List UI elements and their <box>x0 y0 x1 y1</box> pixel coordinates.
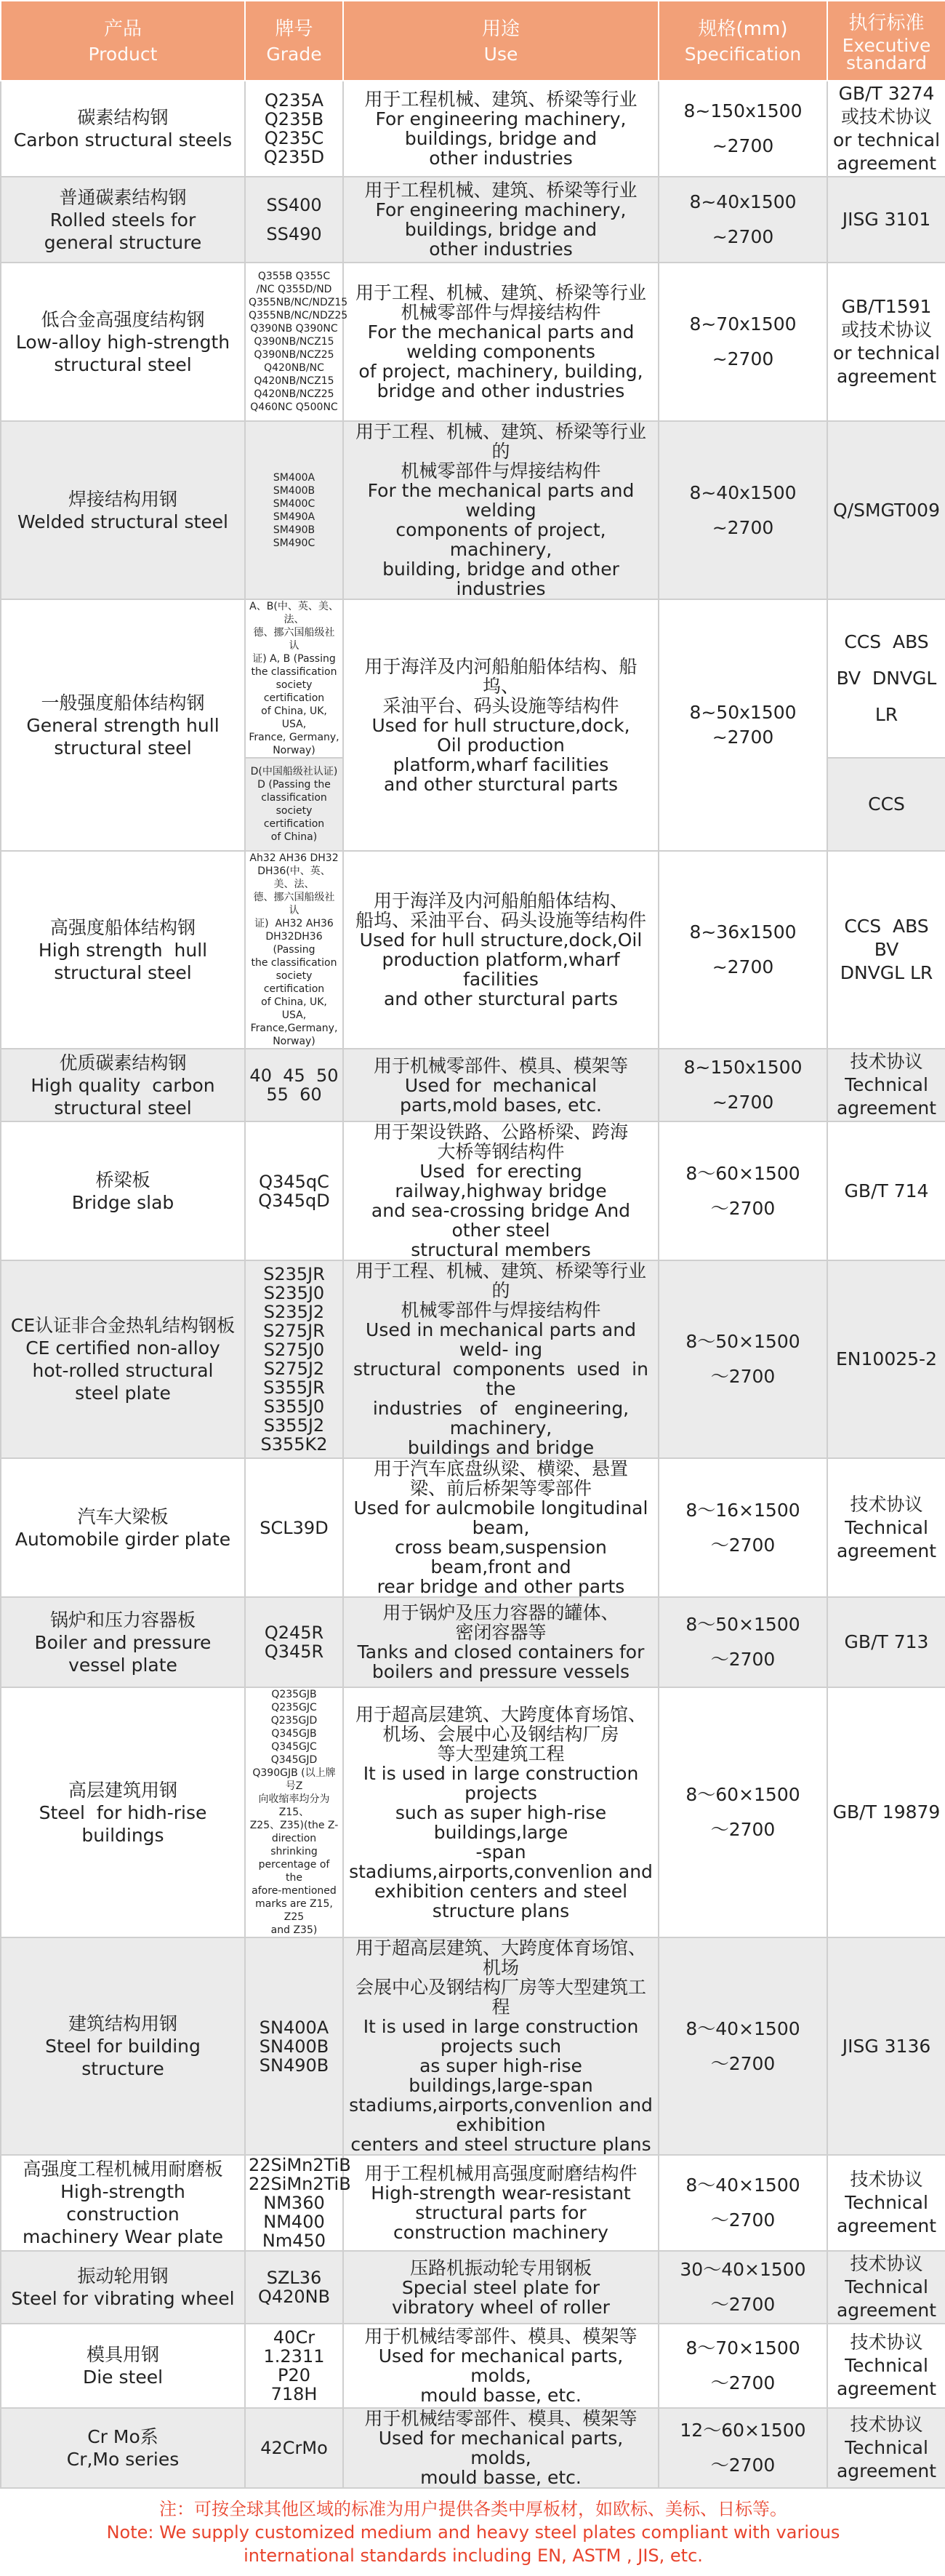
table-header-row <box>1 1 945 81</box>
header-standard: 执行标准 Executive standard <box>827 1 945 81</box>
specification-value: 8～40×1500 ～2700 <box>659 1937 827 2155</box>
table-row <box>1 263 945 421</box>
grade-value: 40 45 50 55 60 <box>245 1049 343 1121</box>
standard-value: GB/T1591 或技术协议 or technical agreement <box>827 263 945 421</box>
use-description: 用于机械结零部件、模具、模架等 Used for mechanical parts, molds, mould basse, etc. <box>343 2408 659 2488</box>
standard-value: 技术协议 Technical agreement <box>827 1049 945 1121</box>
specification-value: 8~36x1500 ~2700 <box>659 851 827 1049</box>
standard-value: CCS ABS BV DNVGL LR <box>827 599 945 758</box>
product-name: 高层建筑用钢 Steel for hidh-rise buildings <box>1 1687 245 1937</box>
use-description: 用于工程、机械、建筑、桥梁等行业 机械零部件与焊接结构件 For the mechanical parts and welding components of project, machinery, building, bridge and other industries <box>343 263 659 421</box>
product-name: 桥梁板 Bridge slab <box>1 1121 245 1260</box>
grade-value: SM400A SM400B SM400C SM490A SM490B SM490C <box>245 421 343 599</box>
grade-value: Q245R Q345R <box>245 1597 343 1687</box>
table-row <box>1 1937 945 2155</box>
use-description: 压路机振动轮专用钢板 Special steel plate for vibratory wheel of roller <box>343 2251 659 2324</box>
grade-value: SS400 SS490 <box>245 177 343 263</box>
specification-value: 8~50x1500 ~2700 <box>659 599 827 851</box>
table-row <box>1 1121 945 1260</box>
grade-value: A、B(中、英、美、法、 德、挪六国船级社认 证) A, B (Passing the classification society certification of China, UK, USA, France, Germany, Norway) <box>245 599 343 758</box>
standard-value: CCS ABS BV DNVGL LR <box>827 851 945 1049</box>
product-name: 普通碳素结构钢 Rolled steels for general structure <box>1 177 245 263</box>
standard-value: GB/T 713 <box>827 1597 945 1687</box>
use-description: 用于锅炉及压力容器的罐体、 密闭容器等 Tanks and closed containers for boilers and pressure vessels <box>343 1597 659 1687</box>
grade-value: SCL39D <box>245 1458 343 1597</box>
product-name: 一般强度船体结构钢 General strength hull structural steel <box>1 599 245 851</box>
use-description: 用于架设铁路、公路桥梁、跨海 大桥等钢结构件 Used for erecting railway,highway bridge and sea-crossing bridge And other steel structural members <box>343 1121 659 1260</box>
use-description: 用于机械结零部件、模具、模架等 Used for mechanical parts, molds, mould basse, etc. <box>343 2324 659 2408</box>
product-name: 汽车大梁板 Automobile girder plate <box>1 1458 245 1597</box>
table-row <box>1 421 945 599</box>
use-description: 用于海洋及内河船舶船体结构、 船坞、采油平台、码头设施等结构件 Used for hull structure,dock,Oil production platform,wharf facilities and other sturctural parts <box>343 851 659 1049</box>
specification-value: 8~40x1500 ~2700 <box>659 177 827 263</box>
table-row <box>1 1049 945 1121</box>
grade-value: 22SiMn2TiB 22SiMn2TiB NM360 NM400 Nm450 <box>245 2155 343 2251</box>
standard-value: JISG 3101 <box>827 177 945 263</box>
specification-value: 12～60×1500 ～2700 <box>659 2408 827 2488</box>
standard-value: 技术协议 Technical agreement <box>827 1458 945 1597</box>
specification-value: 8~150x1500 ~2700 <box>659 81 827 177</box>
standard-value: 技术协议 Technical agreement <box>827 2155 945 2251</box>
product-name: 碳素结构钢 Carbon structural steels <box>1 81 245 177</box>
use-description: 用于工程机械用高强度耐磨结构件 High-strength wear-resistant structural parts for construction machinery <box>343 2155 659 2251</box>
standard-value: Q/SMGT009 <box>827 421 945 599</box>
use-description: 用于汽车底盘纵梁、横梁、悬置 梁、前后桥架等零部件 Used for aulcmobile longitudinal beam, cross beam,suspension beam,front and rear bridge and other parts <box>343 1458 659 1597</box>
table-row <box>1 2251 945 2324</box>
note-text: 注：可按全球其他区域的标准为用户提供各类中厚板材，如欧标、美标、日标等。 Note: We supply customized medium and heavy steel plates compliant with various international standards including EN, ASTM , JIS, etc. <box>1 2488 945 2576</box>
standard-value: CCS <box>827 758 945 851</box>
product-name: 振动轮用钢 Steel for vibrating wheel <box>1 2251 245 2324</box>
table-row <box>1 1687 945 1937</box>
standard-value: 技术协议 Technical agreement <box>827 2251 945 2324</box>
use-description: 用于工程机械、建筑、桥梁等行业 For engineering machinery, buildings, bridge and other industries <box>343 177 659 263</box>
standard-value: GB/T 3274 或技术协议 or technical agreement <box>827 81 945 177</box>
grade-value: Ah32 AH36 DH32 DH36(中、英、美、法、 德、挪六国船级社认 证) AH32 AH36 DH32DH36 (Passing the classification society certification of China, UK, USA, France,Germany, Norway) <box>245 851 343 1049</box>
product-name: 模具用钢 Die steel <box>1 2324 245 2408</box>
specification-value: 8~70x1500 ~2700 <box>659 263 827 421</box>
table-row <box>1 81 945 177</box>
standard-value: 技术协议 Technical agreement <box>827 2408 945 2488</box>
header-use: 用途 Use <box>343 1 659 81</box>
specification-value: 8～50×1500 ～2700 <box>659 1260 827 1458</box>
product-name: Cr Mo系 Cr,Mo series <box>1 2408 245 2488</box>
grade-value: Q345qC Q345qD <box>245 1121 343 1260</box>
table-row <box>1 177 945 263</box>
grade-value: Q355B Q355C /NC Q355D/ND Q355NB/NC/NDZ15 Q355NB/NC/NDZ25 Q390NB Q390NC Q390NB/NCZ15 Q390NB/NCZ25 Q420NB/NC Q420NB/NCZ15 Q420NB/NCZ25 Q460NC Q500NC <box>245 263 343 421</box>
specification-value: 30～40×1500 ～2700 <box>659 2251 827 2324</box>
table-row <box>1 851 945 1049</box>
use-description: 用于机械零部件、模具、模架等 Used for mechanical parts,mold bases, etc. <box>343 1049 659 1121</box>
use-description: 用于工程、机械、建筑、桥梁等行业的 机械零部件与焊接结构件 For the mechanical parts and welding components of project, machinery, building, bridge and other industries <box>343 421 659 599</box>
specification-value: 8～70×1500 ～2700 <box>659 2324 827 2408</box>
grade-value: 42CrMo <box>245 2408 343 2488</box>
product-name: CE认证非合金热轧结构钢板 CE certified non-alloy hot-rolled structural steel plate <box>1 1260 245 1458</box>
product-name: 高强度船体结构钢 High strength hull structural steel <box>1 851 245 1049</box>
product-name: 焊接结构用钢 Welded structural steel <box>1 421 245 599</box>
standard-value: JISG 3136 <box>827 1937 945 2155</box>
product-name: 锅炉和压力容器板 Boiler and pressure vessel plate <box>1 1597 245 1687</box>
standard-value: 技术协议 Technical agreement <box>827 2324 945 2408</box>
header-grade: 牌号 Grade <box>245 1 343 81</box>
table-row <box>1 2408 945 2488</box>
table-row <box>1 2324 945 2408</box>
use-description: 用于超高层建筑、大跨度体育场馆、机场 会展中心及钢结构厂房等大型建筑工程 It is used in large construction projects such as super high-rise buildings,large-span stadiums,airports,convenlion and exhibition centers and steel structure plans <box>343 1937 659 2155</box>
use-description: 用于超高层建筑、大跨度体育场馆、 机场、会展中心及钢结构厂房 等大型建筑工程 It is used in large construction projects such as super high-rise buildings,large -span stadiums,airports,convenlion and exhibition centers and steel structure plans <box>343 1687 659 1937</box>
specification-value: 8～40×1500 ～2700 <box>659 2155 827 2251</box>
use-description: 用于工程机械、建筑、桥梁等行业 For engineering machinery, buildings, bridge and other industries <box>343 81 659 177</box>
table-row <box>1 2155 945 2251</box>
specification-value: 8～60×1500 ～2700 <box>659 1121 827 1260</box>
grade-value: SZL36 Q420NB <box>245 2251 343 2324</box>
product-name: 优质碳素结构钢 High quality carbon structural steel <box>1 1049 245 1121</box>
standard-value: GB/T 714 <box>827 1121 945 1260</box>
specification-value: 8～60×1500 ～2700 <box>659 1687 827 1937</box>
grade-value: Q235A Q235B Q235C Q235D <box>245 81 343 177</box>
standard-value: GB/T 19879 <box>827 1687 945 1937</box>
grade-value: Q235GJB Q235GJC Q235GJD Q345GJB Q345GJC Q345GJD Q390GJB (以上牌号Z 向收缩率均分为Z15、 Z25、Z35)(the Z- direction shrinking percentage of the afore-mentioned marks are Z15, Z25 and Z35) <box>245 1687 343 1937</box>
product-name: 高强度工程机械用耐磨板 High-strength construction machinery Wear plate <box>1 2155 245 2251</box>
grade-value: SN400A SN400B SN490B <box>245 1937 343 2155</box>
header-product: 产品 Product <box>1 1 245 81</box>
specification-value: 8～50×1500 ～2700 <box>659 1597 827 1687</box>
grade-value: D(中国船级社认证) D (Passing the classification society certification of China) <box>245 758 343 851</box>
grade-value: 40Cr 1.2311 P20 718H <box>245 2324 343 2408</box>
specification-value: 8~40x1500 ~2700 <box>659 421 827 599</box>
specification-value: 8～16×1500 ～2700 <box>659 1458 827 1597</box>
table-row <box>1 1458 945 1597</box>
use-description: 用于工程、机械、建筑、桥梁等行业的 机械零部件与焊接结构件 Used in mechanical parts and weld- ing structural components used in the industries of engineering, machinery, buildings and bridge <box>343 1260 659 1458</box>
use-description: 用于海洋及内河船舶船体结构、船坞、 采油平台、码头设施等结构件 Used for hull structure,dock, Oil production platform,wharf facilities and other sturctural parts <box>343 599 659 851</box>
note-row <box>1 2488 945 2576</box>
product-name: 低合金高强度结构钢 Low-alloy high-strength structural steel <box>1 263 245 421</box>
specification-value: 8~150x1500 ~2700 <box>659 1049 827 1121</box>
product-name: 建筑结构用钢 Steel for building structure <box>1 1937 245 2155</box>
table-row <box>1 599 945 758</box>
table-row <box>1 1260 945 1458</box>
table-row <box>1 1597 945 1687</box>
grade-value: S235JR S235J0 S235J2 S275JR S275J0 S275J2 S355JR S355J0 S355J2 S355K2 <box>245 1260 343 1458</box>
header-specification: 规格(mm) Specification <box>659 1 827 81</box>
standard-value: EN10025-2 <box>827 1260 945 1458</box>
